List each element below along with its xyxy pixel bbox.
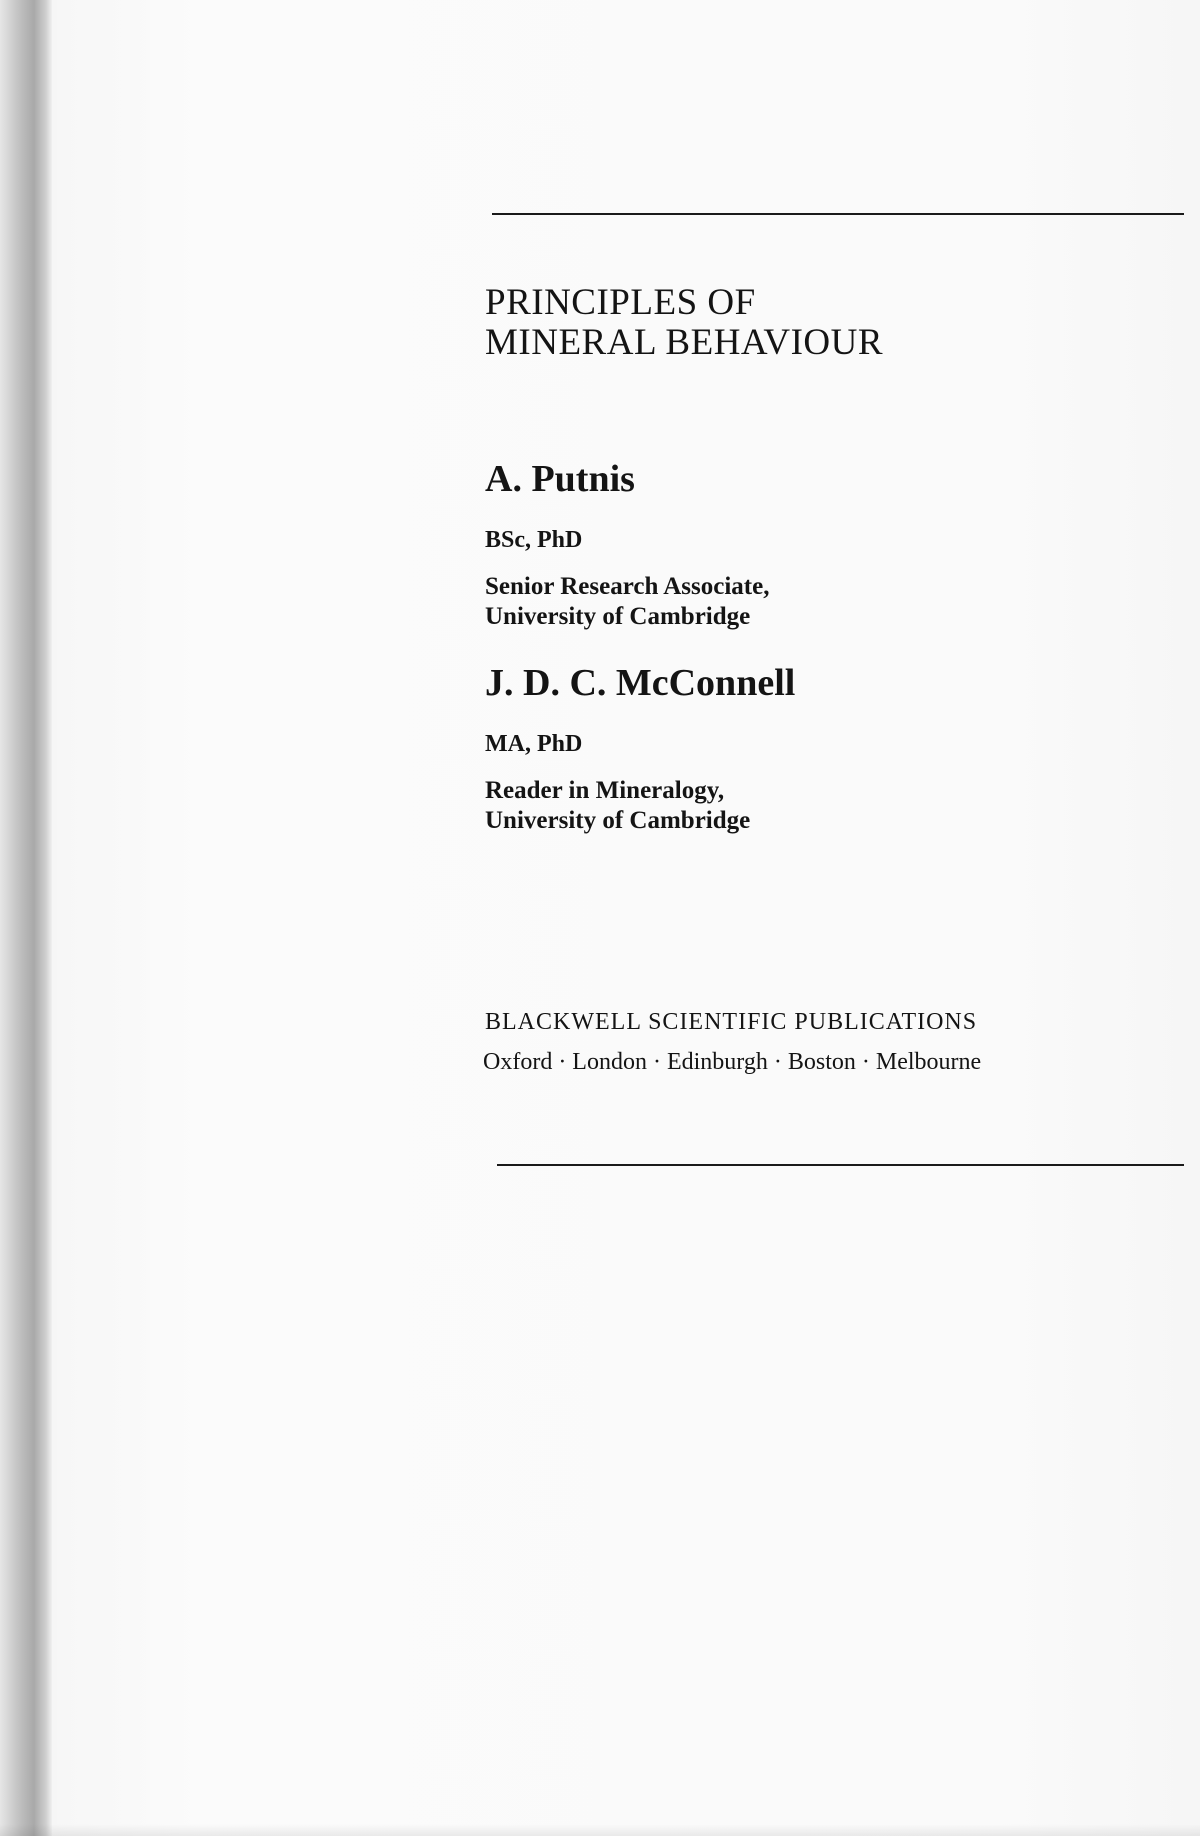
author-2-affiliation [485, 776, 750, 836]
publisher-cities: Oxford · London · Edinburgh · Boston · Melbourne [483, 1049, 982, 1075]
page-bottom-shadow [0, 1824, 1200, 1836]
author-1-affiliation [485, 572, 769, 632]
book-title-line-2: MINERAL BEHAVIOUR [485, 322, 884, 363]
author-2-institution: University of Cambridge [485, 807, 751, 834]
book-title [485, 283, 1175, 363]
top-rule [492, 213, 1184, 215]
bottom-rule [497, 1164, 1184, 1166]
author-1-name: A. Putnis [485, 458, 635, 500]
author-1-position: Senior Research Associate, [485, 573, 770, 600]
author-2-degrees: MA, PhD [485, 731, 583, 757]
book-spine-shadow [0, 0, 52, 1836]
publisher-name: BLACKWELL SCIENTIFIC PUBLICATIONS [485, 1009, 978, 1035]
book-title-line-1: PRINCIPLES OF [485, 282, 756, 323]
author-1-degrees: BSc, PhD [485, 527, 583, 553]
author-2-name: J. D. C. McConnell [485, 662, 796, 704]
author-1-institution: University of Cambridge [485, 603, 751, 630]
author-2-position: Reader in Mineralogy, [485, 777, 725, 804]
